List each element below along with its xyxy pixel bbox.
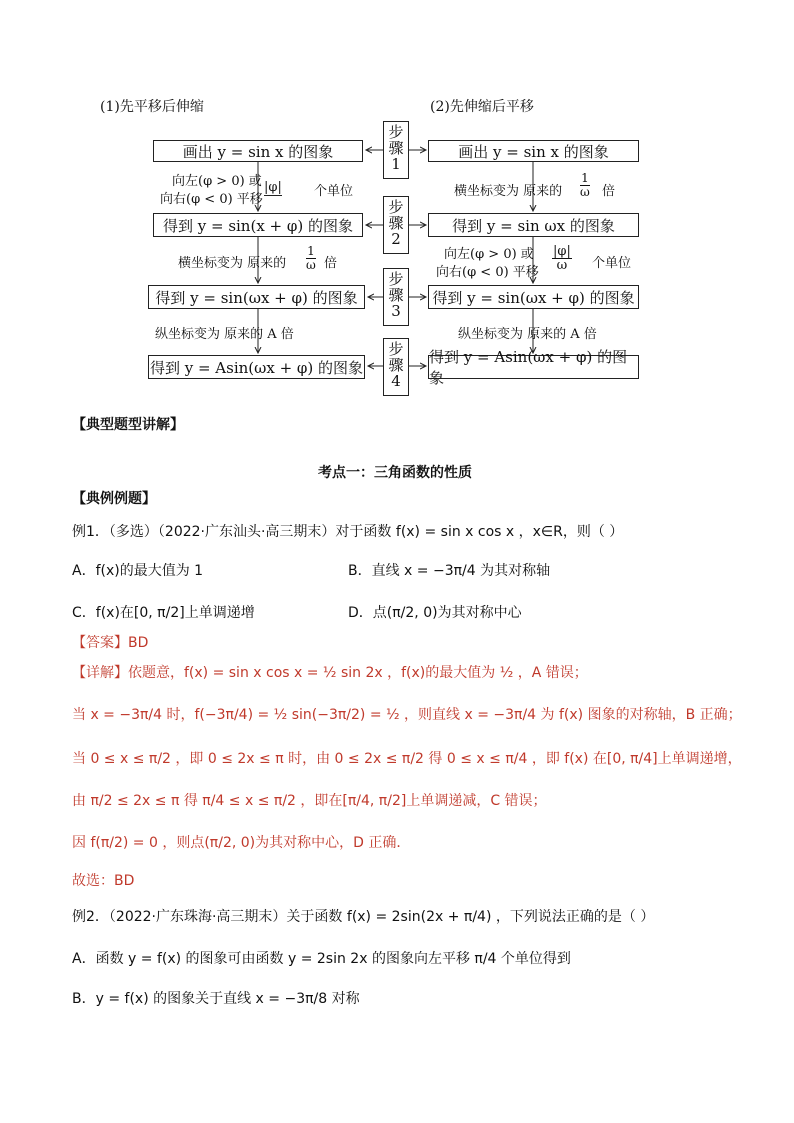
- example-2-option-b: B．y = f(x) 的图象关于直线 x = −3π/8 对称: [72, 991, 360, 1007]
- left-shift-amount: |φ|: [264, 180, 282, 195]
- right-shift-unit: 个单位: [592, 256, 632, 271]
- left-box-1: 画出 y = sin x 的图象: [153, 140, 363, 162]
- example-1-result: 故选：BD: [72, 873, 135, 889]
- right-scale-x-label: 横坐标变为 原来的: [454, 184, 563, 199]
- flow-arrows: [0, 0, 794, 420]
- example-heading: 【典例例题】: [72, 491, 156, 507]
- example-1-answer: 【答案】BD: [72, 635, 149, 651]
- right-shift-line2: 向右(φ < 0) 平移: [436, 265, 539, 280]
- section-heading: 【典型题型讲解】: [72, 417, 184, 433]
- left-scale-x-label: 横坐标变为 原来的: [178, 256, 287, 271]
- step-4-box: 步 骤 4: [383, 338, 409, 396]
- right-box-2: 得到 y = sin ωx 的图象: [428, 213, 639, 237]
- right-scale-x-bei: 倍: [602, 184, 616, 199]
- step-3-box: 步 骤 3: [383, 268, 409, 326]
- left-scale-y-label: 纵坐标变为 原来的 A 倍: [155, 327, 294, 342]
- right-scale-y-label: 纵坐标变为 原来的 A 倍: [458, 327, 597, 342]
- left-scale-x-fraction: $\frac{1}{\omega}$: [306, 244, 316, 272]
- left-shift-line2: 向右(φ < 0) 平移: [160, 192, 263, 207]
- example-1-detail-2: 当 x = −3π/4 时，f(−3π/4) = ½ sin(−3π/2) = ½ ，则直线 x = −3π/4 为 f(x) 图象的对称轴，B 正确；: [72, 707, 742, 723]
- right-shift-fraction: $\frac{|\varphi|}{\omega}$: [553, 244, 571, 273]
- step-2-box: 步 骤 2: [383, 196, 409, 254]
- example-2-option-a: A．函数 y = f(x) 的图象可由函数 y = 2sin 2x 的图象向左平移 π/4 个单位得到: [72, 951, 571, 967]
- left-box-4: 得到 y = Asin(ωx + φ) 的图象: [148, 355, 365, 379]
- left-method-title: (1)先平移后伸缩: [100, 99, 204, 115]
- example-1-option-b: B．直线 x = −3π/4 为其对称轴: [348, 563, 551, 579]
- left-shift-unit: 个单位: [314, 184, 354, 199]
- kaodian-heading: 考点一：三角函数的性质: [318, 465, 472, 481]
- example-1-title: 例1．（多选）（2022·广东汕头·高三期末）对于函数 f(x) = sin x cos x ，x∈R，则（ ）: [72, 524, 624, 540]
- example-1-detail-1: 【详解】依题意，f(x) = sin x cos x = ½ sin 2x ，f(x)的最大值为 ½ ，A 错误；: [72, 665, 588, 681]
- example-2-title: 例2．（2022·广东珠海·高三期末）关于函数 f(x) = 2sin(2x + π/4) ，下列说法正确的是（ ）: [72, 909, 655, 925]
- right-box-4: 得到 y = Asin(ωx + φ) 的图象: [428, 355, 639, 379]
- left-box-3: 得到 y = sin(ωx + φ) 的图象: [148, 285, 365, 309]
- example-1-option-c: C．f(x)在[0, π/2]上单调递增: [72, 605, 255, 621]
- example-1-detail-5: 因 f(π/2) = 0 ，则点(π/2, 0)为其对称中心，D 正确．: [72, 835, 411, 851]
- example-1-option-d: D．点(π/2, 0)为其对称中心: [348, 605, 522, 621]
- example-1-option-a: A．f(x)的最大值为 1: [72, 563, 204, 579]
- right-box-1: 画出 y = sin x 的图象: [428, 140, 639, 162]
- example-1-detail-3: 当 0 ≤ x ≤ π/2 ，即 0 ≤ 2x ≤ π 时，由 0 ≤ 2x ≤ π/2 得 0 ≤ x ≤ π/4 ，即 f(x) 在[0, π/4]上单调递增，: [72, 751, 742, 767]
- example-1-detail-4: 由 π/2 ≤ 2x ≤ π 得 π/4 ≤ x ≤ π/2 ，即在[π/4, π/2]上单调递减，C 错误；: [72, 793, 547, 809]
- left-box-2: 得到 y = sin(x + φ) 的图象: [153, 213, 363, 237]
- right-scale-x-fraction: $\frac{1}{\omega}$: [580, 171, 590, 199]
- right-method-title: (2)先伸缩后平移: [430, 99, 534, 115]
- right-box-3: 得到 y = sin(ωx + φ) 的图象: [428, 285, 639, 309]
- right-shift-line1: 向左(φ > 0) 或: [444, 247, 534, 262]
- left-scale-x-bei: 倍: [324, 256, 338, 271]
- step-1-box: 步 骤 1: [383, 121, 409, 179]
- left-shift-line1: 向左(φ > 0) 或: [172, 174, 262, 189]
